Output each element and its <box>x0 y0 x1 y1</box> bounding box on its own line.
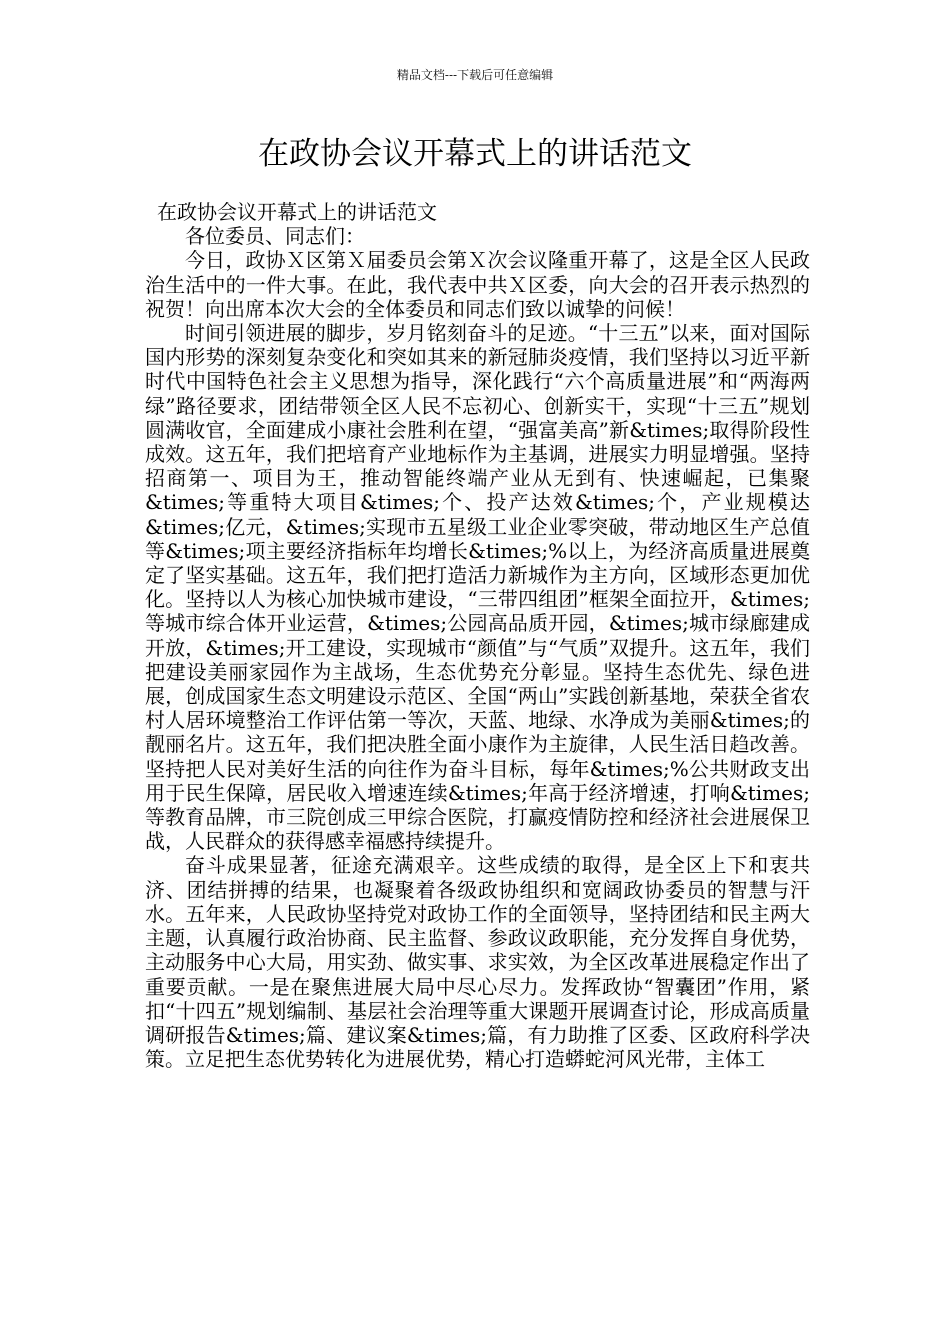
document-subtitle: 在政协会议开幕式上的讲话范文 <box>157 200 437 224</box>
paragraph-achievements: 时间引领进展的脚步，岁月铭刻奋斗的足迹。“十三五”以来，面对国际国内形势的深刻复杂变化和突如其来的新冠肺炎疫情，我们坚持以习近平新时代中国特色社会主义思想为指导，深化践行“六个高质量进展”和“两海两绿”路径要求，团结带领全区人民不忘初心、创新实干，实现“十三五”规划圆满收官，全面建成小康社会胜利在望，“强富美高”新&times;取得阶段性成效。这五年，我们把培育产业地标作为主基调，进展实力明显增强。坚持招商第一、项目为王，推动智能终端产业从无到有、快速崛起，已集聚&times;等重特大项目&times;个、投产达效&times;个，产业规模达&times;亿元，&times;实现市五星级工业企业零突破，带动地区生产总值等&times;项主要经济指标年均增长&times;%以上，为经济高质量进展奠定了坚实基础。这五年，我们把打造活力新城作为主方向，区域形态更加优化。坚持以人为核心加快城市建设，“三带四组团”框架全面拉开，&times;等城市综合体开业运营，&times;公园高品质开园，&times;城市绿廊建成开放，&times;开工建设，实现城市“颜值”与“气质”双提升。这五年，我们把建设美丽家园作为主战场，生态优势充分彰显。坚持生态优先、绿色进展，创成国家生态文明建设示范区、全国“两山”实践创新基地，荣获全省农村人居环境整治工作评估第一等次，天蓝、地绿、水净成为美丽&times;的靓丽名片。这五年，我们把决胜全面小康作为主旋律，人民生活日趋改善。坚持把人民对美好生活的向往作为奋斗目标，每年&times;%公共财政支出用于民生保障，居民收入增速连续&times;年高于经济增速，打响&times;等教育品牌，市三院创成三甲综合医院，打赢疫情防控和经济社会进展保卫战，人民群众的获得感幸福感持续提升。 <box>145 321 810 854</box>
paragraph-opening: 今日，政协Ｘ区第Ｘ届委员会第Ｘ次会议隆重开幕了，这是全区人民政治生活中的一件大事。在此，我代表中共Ｘ区委，向大会的召开表示热烈的祝贺！向出席本次大会的全体委员和同志们致以诚挚的问候！ <box>145 248 810 321</box>
document-body <box>145 200 810 1071</box>
document-title: 在政协会议开幕式上的讲话范文 <box>258 136 692 172</box>
paragraph-cppcc-contribution: 奋斗成果显著，征途充满艰辛。这些成绩的取得，是全区上下和衷共济、团结拼搏的结果，也凝聚着各级政协组织和宽阔政协委员的智慧与汗水。五年来，人民政协坚持党对政协工作的全面领导，坚持团结和民主两大主题，认真履行政治协商、民主监督、参政议政职能，充分发挥自身优势，主动服务中心大局，用实劲、做实事、求实效，为全区改革进展稳定作出了重要贡献。一是在聚焦进展大局中尽心尽力。发挥政协“智囊团”作用，紧扣“十四五”规划编制、基层社会治理等重大课题开展调查讨论，形成高质量调研报告&times;篇、建议案&times;篇，有力助推了区委、区政府科学决策。立足把生态优势转化为进展优势，精心打造蟒蛇河风光带，主体工 <box>145 853 810 1072</box>
salutation: 各位委员、同志们： <box>185 224 365 249</box>
header-note: 精品文档---下载后可任意编辑 <box>396 68 554 82</box>
